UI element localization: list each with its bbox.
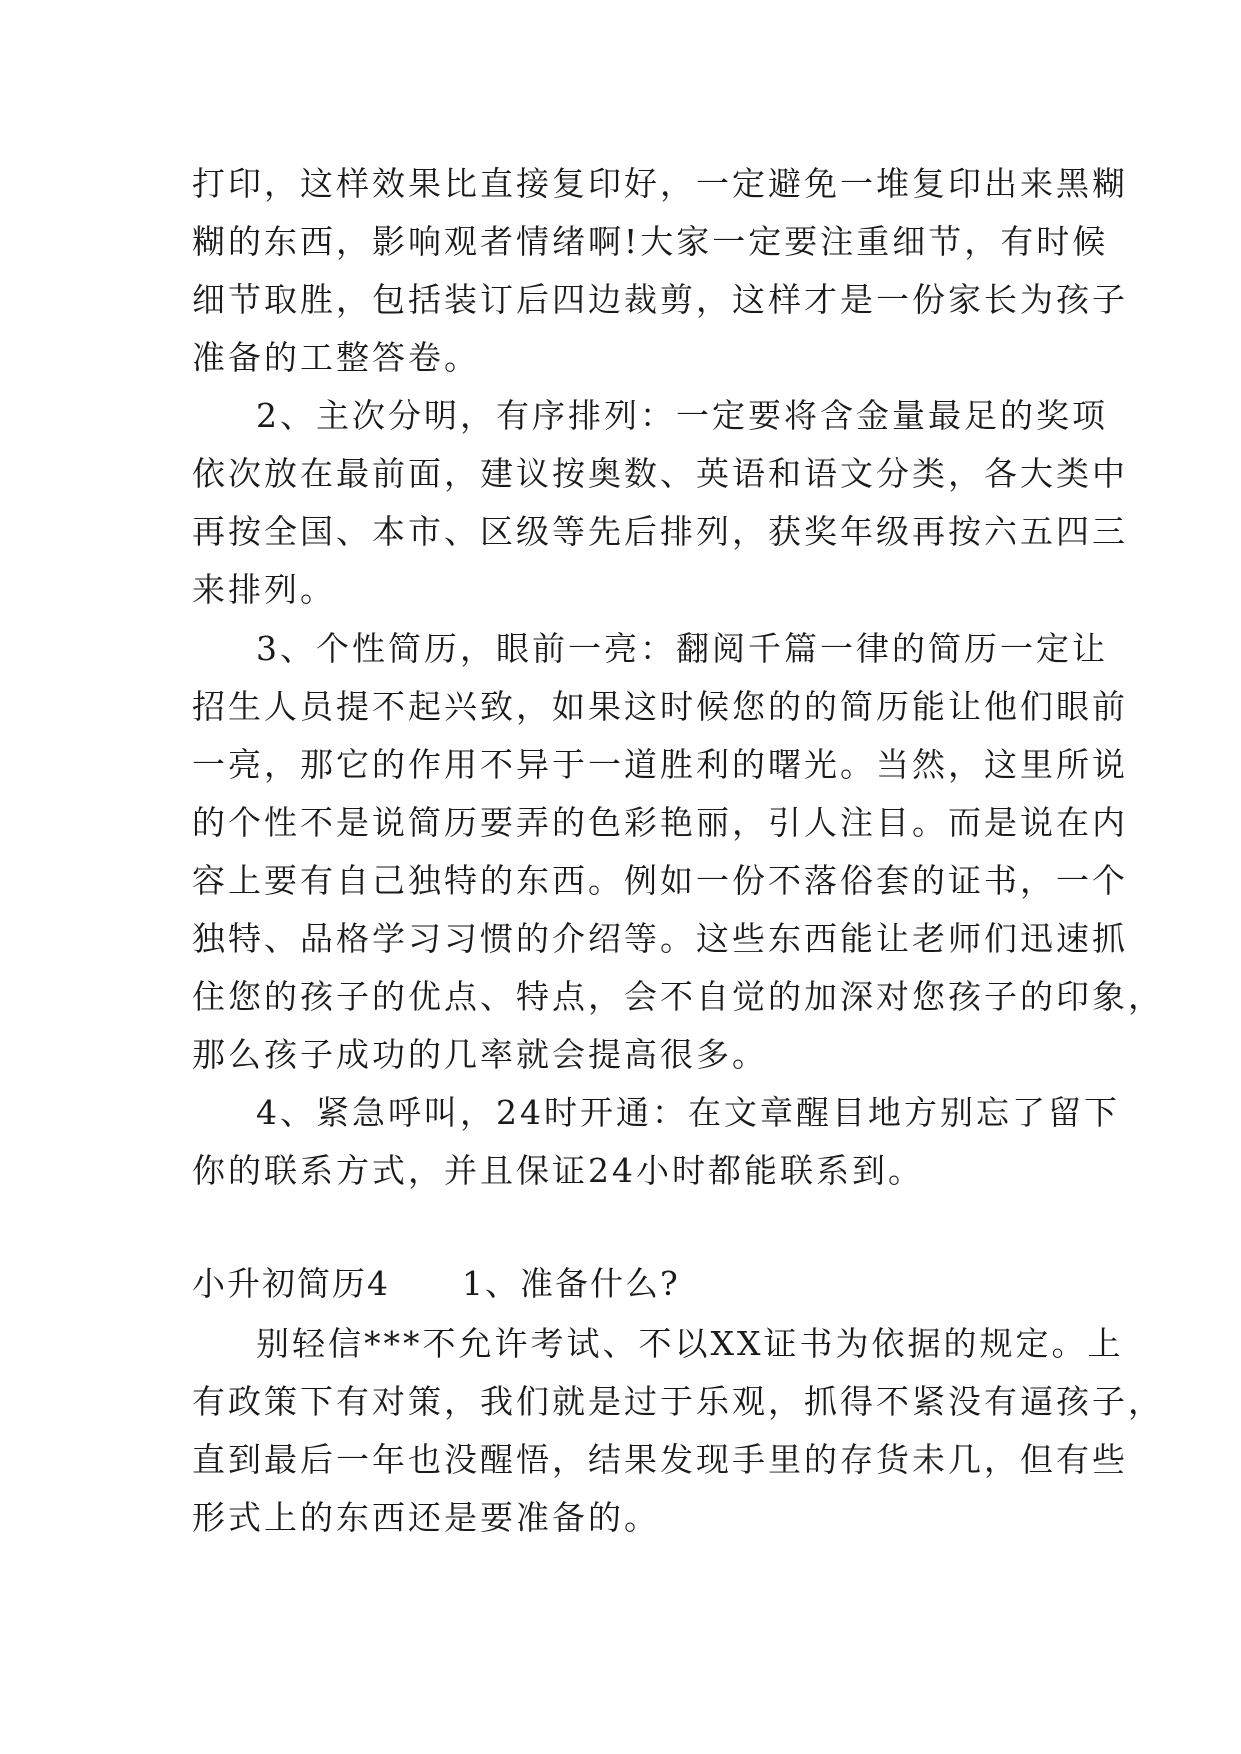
section-title: 小升初简历4 (192, 1264, 390, 1303)
point-3-line: 那么孩子成功的几率就会提高很多。 (192, 1035, 768, 1074)
point-3-line: 3、个性简历，眼前一亮：翻阅千篇一律的简历一定让 (256, 629, 1108, 668)
section-paragraph-line: 直到最后一年也没醒悟，结果发现手里的存货未几，但有些 (192, 1440, 1128, 1479)
point-2-line: 依次放在最前面，建议按奥数、英语和语文分类，各大类中 (192, 454, 1128, 493)
point-3-line: 一亮，那它的作用不异于一道胜利的曙光。当然，这里所说 (192, 745, 1128, 784)
section-paragraph-line: 形式上的东西还是要准备的。 (192, 1498, 660, 1537)
section-subtitle: 1、准备什么? (462, 1264, 680, 1303)
section-heading (192, 1255, 680, 1313)
point-3-line: 招生人员提不起兴致，如果这时候您的的简历能让他们眼前 (192, 687, 1128, 726)
section-paragraph-line: 有政策下有对策，我们就是过于乐观，抓得不紧没有逼孩子， (192, 1382, 1164, 1421)
point-2-line: 来排列。 (192, 570, 336, 609)
point-3-line: 容上要有自己独特的东西。例如一份不落俗套的证书，一个 (192, 861, 1128, 900)
paragraph-line: 糊的东西，影响观者情绪啊!大家一定要注重细节，有时候 (192, 222, 1109, 261)
point-3-line: 独特、品格学习习惯的介绍等。这些东西能让老师们迅速抓 (192, 919, 1128, 958)
point-3-line: 的个性不是说简历要弄的色彩艳丽，引人注目。而是说在内 (192, 803, 1128, 842)
section-paragraph-line: 别轻信***不允许考试、不以XX证书为依据的规定。上 (256, 1324, 1124, 1363)
paragraph-line: 准备的工整答卷。 (192, 338, 480, 377)
point-3-line: 住您的孩子的优点、特点，会不自觉的加深对您孩子的印象， (192, 977, 1164, 1016)
paragraph-line: 细节取胜，包括装订后四边裁剪，这样才是一份家长为孩子 (192, 280, 1128, 319)
point-2-line: 2、主次分明，有序排列：一定要将含金量最足的奖项 (256, 396, 1108, 435)
point-4-line: 你的联系方式，并且保证24小时都能联系到。 (192, 1151, 924, 1190)
point-4-line: 4、紧急呼叫，24时开通：在文章醒目地方别忘了留下 (256, 1093, 1120, 1132)
point-2-line: 再按全国、本市、区级等先后排列，获奖年级再按六五四三 (192, 512, 1128, 551)
paragraph-line: 打印，这样效果比直接复印好，一定避免一堆复印出来黑糊 (192, 164, 1128, 203)
